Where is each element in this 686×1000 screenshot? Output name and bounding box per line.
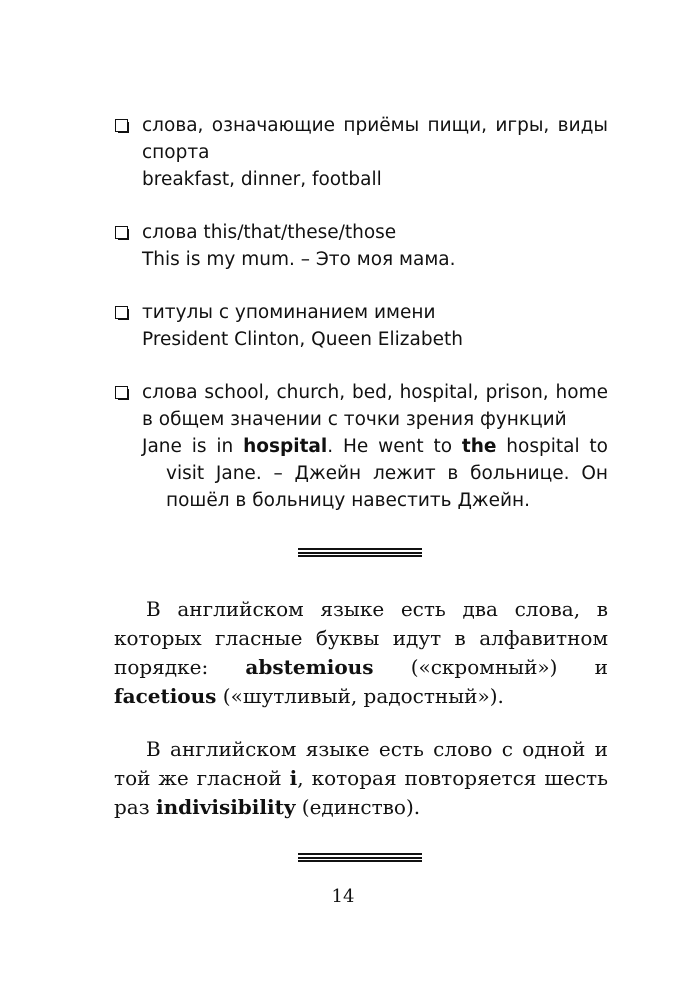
fact-text: («скромный») и — [373, 655, 608, 679]
fact-text: В английском языке есть два слова, в которых гласные буквы идут в алфавитном порядке: — [114, 597, 608, 679]
item-example: This is my mum. – Это моя мама. — [142, 249, 456, 270]
rules-list — [114, 112, 608, 540]
fact-text: («шутливый, радостный»). — [216, 684, 504, 708]
checkbox-icon — [115, 119, 128, 132]
fact-word: indivisibility — [156, 795, 296, 819]
fact-word: facetious — [114, 684, 217, 708]
fact-text: (единство). — [295, 795, 421, 819]
example-text: hospital to visit Jane. – Джейн лежит в больнице. Он пошёл в больницу навестить Джейн. — [166, 436, 608, 511]
example-text: Jane is in — [142, 436, 244, 457]
list-item — [114, 299, 608, 353]
fact-word: i — [289, 766, 298, 790]
checkbox-icon — [115, 386, 128, 399]
list-item — [114, 112, 608, 193]
list-item — [114, 219, 608, 273]
item-heading: слова, означающие приёмы пищи, игры, виды спорта — [142, 115, 608, 163]
item-example: breakfast, dinner, football — [142, 169, 382, 190]
item-heading: титулы с упоминанием имени — [142, 302, 436, 323]
item-example — [142, 433, 608, 514]
item-heading: слова this/that/these/those — [142, 222, 397, 243]
section-divider — [298, 548, 422, 557]
section-divider — [298, 853, 422, 862]
example-bold-word: hospital — [243, 436, 328, 457]
fact-word: abstemious — [245, 655, 374, 679]
checkbox-icon — [115, 306, 128, 319]
item-heading: слова school, church, bed, hospital, prison, home в общем значении с точки зрения функций — [142, 382, 608, 430]
list-item — [114, 379, 608, 514]
example-text: . He went to — [327, 436, 462, 457]
checkbox-icon — [115, 226, 128, 239]
fact-text: , которая повторяется шесть раз — [114, 766, 608, 819]
fact-paragraph — [114, 595, 608, 711]
example-bold-word: the — [461, 436, 497, 457]
page-number: 14 — [331, 886, 355, 907]
fact-paragraph — [114, 735, 608, 822]
fact-text: В английском языке есть слово с одной и той же гласной — [114, 737, 608, 790]
item-example: President Clinton, Queen Elizabeth — [142, 329, 463, 350]
